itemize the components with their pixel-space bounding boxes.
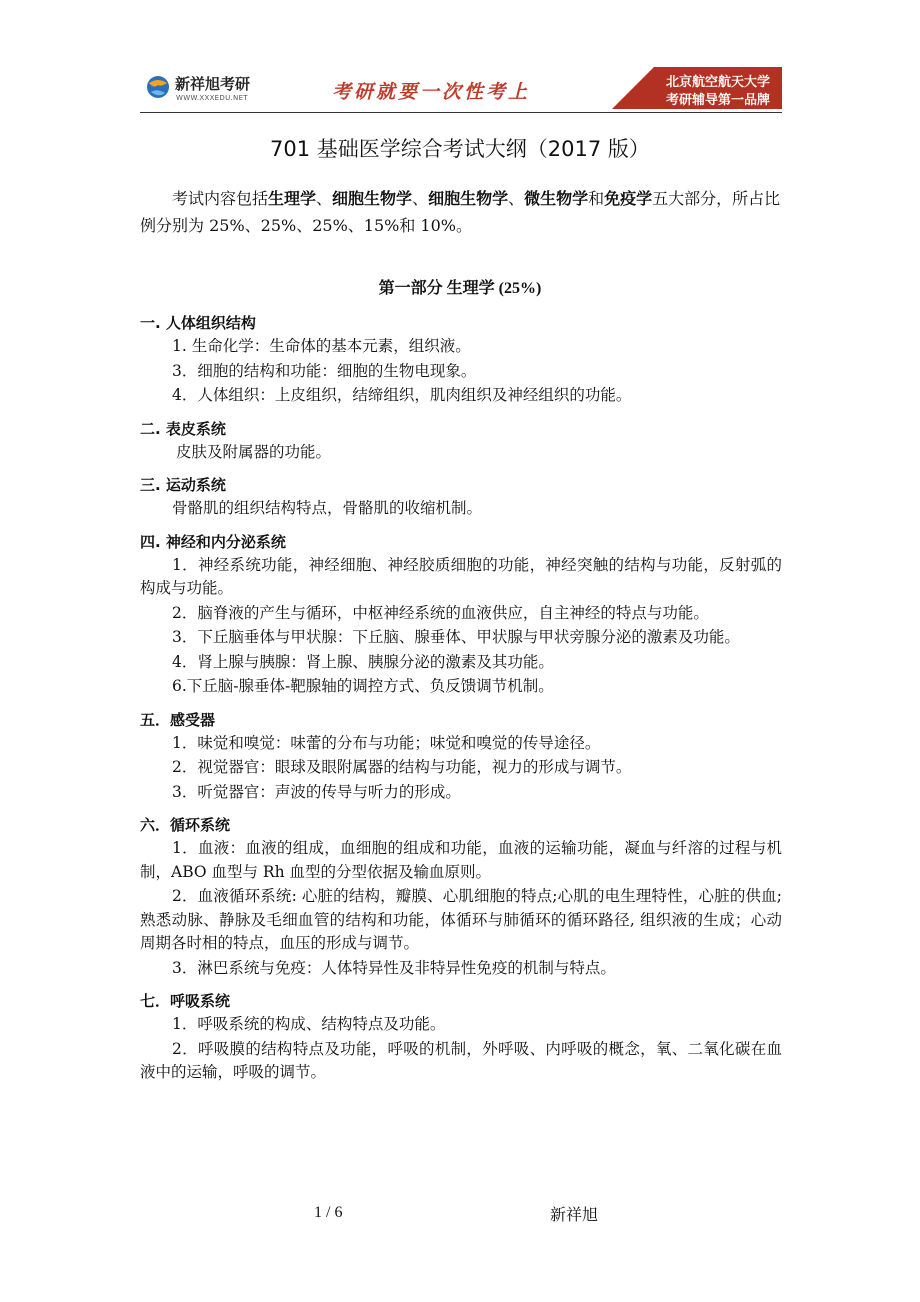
- outline-content: [140, 311, 782, 1094]
- section-tissue: [140, 311, 782, 408]
- brand-logo: [145, 68, 265, 108]
- outline-item: 3．淋巴系统与免疫：人体特异性及非特异性免疫的机制与特点。: [172, 958, 616, 977]
- page-header: [140, 62, 782, 114]
- logo-name: 新祥旭考研: [175, 75, 251, 93]
- section-circulation: [140, 813, 782, 980]
- section-motor: [140, 473, 782, 521]
- outline-item: 骨骼肌的组织结构特点，骨骼肌的收缩机制。: [172, 499, 483, 517]
- outline-item: 1．血液：血液的组成，血细胞的组成和功能，血液的运输功能，凝血与纤溶的过程与机制，ABO 血型与 Rh 血型的分型依据及输血原则。: [140, 839, 782, 881]
- outline-item: 1．味觉和嗅觉：味蕾的分布与功能；味觉和嗅觉的传导途径。: [172, 733, 601, 752]
- outline-item: 4．肾上腺与胰腺：肾上腺、胰腺分泌的激素及其功能。: [172, 652, 554, 671]
- slogan: 考研就要一次性考上: [332, 81, 531, 103]
- outline-item: 3．细胞的结构和功能：细胞的生物电现象。: [172, 361, 477, 380]
- school-badge: [612, 67, 782, 109]
- logo-url: WWW.XXXEDU.NET: [176, 94, 248, 102]
- section-heading: 五．感受器: [140, 710, 216, 729]
- outline-item: 6.下丘脑-腺垂体-靶腺轴的调控方式、负反馈调节机制。: [172, 677, 554, 695]
- part-title: 第一部分 生理学 (25%): [378, 280, 542, 297]
- section-heading: 六．循环系统: [140, 816, 231, 834]
- section-heading: 七．呼吸系统: [140, 992, 231, 1010]
- header-rule: [140, 112, 782, 113]
- outline-item: 3．下丘脑垂体与甲状腺：下丘脑、腺垂体、甲状腺与甲状旁腺分泌的激素及功能。: [172, 628, 740, 646]
- section-sensory: [140, 708, 782, 805]
- outline-item: 3．听觉器官：声波的传导与听力的形成。: [172, 782, 461, 801]
- outline-item: 1. 生命化学：生命体的基本元素，组织液。: [172, 337, 471, 355]
- outline-item: 2．血液循环系统: 心脏的结构，瓣膜、心肌细胞的特点;心肌的电生理特性，心脏的供血; 熟悉动脉、静脉及毛细血管的结构和功能，体循环与肺循环的循环路径, 组织液的生成；心动周期各时相的特点，血压的形成与调节。: [140, 887, 782, 952]
- badge-line-2: 考研辅导第一品牌: [665, 93, 770, 108]
- outline-item: 2．视觉器官：眼球及眼附属器的结构与功能，视力的形成与调节。: [172, 758, 632, 776]
- section-skin: [140, 417, 782, 465]
- intro-paragraph: 考试内容包括生理学、细胞生物学、细胞生物学、微生物学和免疫学五大部分，所占比例分别为 25%、25%、25%、15%和 10%。: [140, 189, 781, 235]
- badge-line-1: 北京航空航天大学: [665, 75, 770, 90]
- outline-item: 1．神经系统功能，神经细胞、神经胶质细胞的功能，神经突触的结构与功能，反射弧的构成与功能。: [140, 555, 782, 597]
- section-heading: 三. 运动系统: [140, 476, 226, 494]
- section-nervous: [140, 530, 782, 699]
- section-respiration: [140, 989, 782, 1085]
- section-heading: 四. 神经和内分泌系统: [140, 532, 286, 551]
- outline-item: 2．脑脊液的产生与循环，中枢神经系统的血液供应，自主神经的特点与功能。: [172, 603, 709, 622]
- outline-item: 4．人体组织：上皮组织，结缔组织，肌肉组织及神经组织的功能。: [172, 386, 632, 404]
- section-heading: 一. 人体组织结构: [140, 314, 256, 332]
- document-title: 701 基础医学综合考试大纲（2017 版）: [270, 137, 650, 161]
- page-number: 1 / 6: [314, 1204, 343, 1221]
- section-heading: 二. 表皮系统: [140, 419, 226, 438]
- outline-item: 2．呼吸膜的结构特点及功能，呼吸的机制，外呼吸、内呼吸的概念，氧、二氧化碳在血液中的运输，呼吸的调节。: [140, 1039, 782, 1081]
- footer-brand: 新祥旭: [550, 1205, 599, 1224]
- outline-item: 皮肤及附属器的功能。: [176, 442, 332, 461]
- outline-item: 1．呼吸系统的构成、结构特点及功能。: [172, 1015, 446, 1033]
- globe-icon: [145, 74, 171, 100]
